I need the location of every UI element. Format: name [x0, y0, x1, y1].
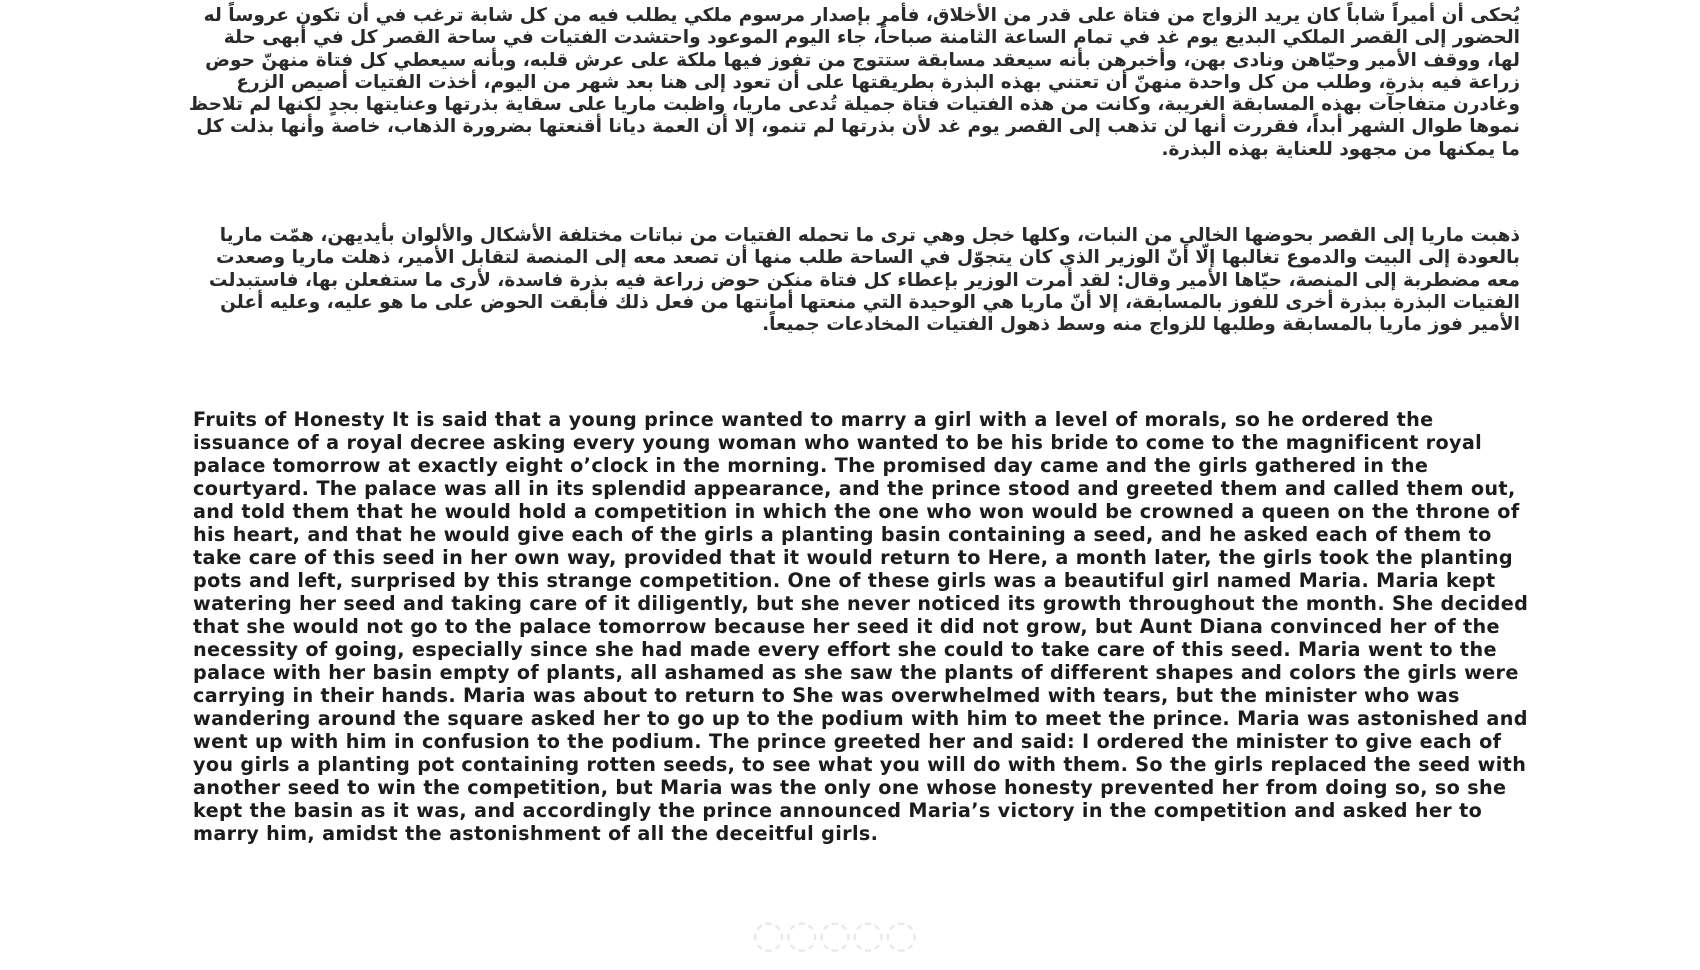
english-paragraph: Fruits of Honesty It is said that a young prince wanted to marry a girl with a level of morals, so he ordered the issuance of a royal decree asking every young woman who wanted to be his bride to come to the magnificent royal palace tomorrow at exactly eight o’clock in the morning. The promised day came and the girls gathered in the courtyard. The palace was all in its splendid appearance, and the prince stood and greeted them and called them out, and told them that he would hold a competition in which the one who won would be crowned a queen on the throne of his heart, and that he would give each of the girls a planting basin containing a seed, and he asked each of them to take care of this seed in her own way, provided that it would return to Here, a month later, the girls took the planting pots and left, surprised by this strange competition. One of these girls was a beautiful girl named Maria. Maria kept watering her seed and taking care of it diligently, but she never noticed its growth throughout the month. She decided that she would not go to the palace tomorrow because her seed it did not grow, but Aunt Diana convinced her of the necessity of going, especially since she had made every effort she could to take care of this seed. Maria went to the palace with her basin empty of plants, all ashamed as she saw the plants of different shapes and colors the girls were carrying in their hands. Maria was about to return to She was overwhelmed with tears, but the minister who was wandering around the square asked her to go up to the podium with him to meet the prince. Maria was astonished and went up with him in confusion to the podium. The prince greeted her and said: I ordered the minister to give each of you girls a planting pot containing rotten seeds, to see what you will do with them. So the girls replaced the seed with another seed to win the competition, but Maria was the only one whose honesty prevented her from doing so, so she kept the basin as it was, and accordingly the prince announced Maria’s victory in the competition and asked her to marry him, amidst the astonishment of all the deceitful girls.	[193, 408, 1529, 845]
arabic-paragraph-2: ذهبت ماريا إلى القصر بحوضها الخالي من النبات، وكلها خجل وهي ترى ما تحمله الفتيات من نباتات مختلفة الأشكال والألوان بأيديهن، همّت ماريا بالعودة إلى البيت والدموع تغالبها إلّا أنّ الوزير الذي كان يتجوّل في الساحة طلب منها أن تصعد معه إلى المنصة لتقابل الأمير، ذهلت ماريا وصعدت معه مضطربة إلى المنصة، حيّاها الأمير وقال: لقد أمرت الوزير بإعطاء كل فتاة منكن حوض زراعة فيه بذرة فاسدة، لأرى ما ستفعلن بها، فاستبدلت الفتيات البذرة ببذرة أخرى للفوز بالمسابقة، إلا أنّ ماريا هي الوحيدة التي منعتها أمانتها من فعل ذلك فأبقت الحوض على ما هو عليه، وعليه أعلن الأمير فوز ماريا بالمسابقة وطلبها للزواج منه وسط ذهول الفتيات المخادعات جميعاً.	[208, 225, 1520, 336]
arabic-paragraph-1: يُحكى أن أميراً شاباً كان يريد الزواج من فتاة على قدر من الأخلاق، فأمر بإصدار مرسوم ملكي يطلب فيه من كل شابة ترغب في أن تكون عروساً له الحضور إلى القصر الملكي البديع يوم غد في تمام الساعة الثامنة صباحاً، جاء اليوم الموعود واحتشدت الفتيات في ساحة القصر كل في أبهى حلة لها، ووقف الأمير وحيّاهن ونادى بهن، وأخبرهن بأنه سيعقد مسابقة ستتوج من تفوز فيها ملكة على عرش قلبه، وبأنه سيعطي كل فتاة منهنّ حوض زراعة فيه بذرة، وطلب من كل واحدة منهنّ أن تعتني بهذه البذرة بطريقتها على أن تعود إلى هنا بعد شهر من اليوم، أخذت الفتيات أصيص الزرع وغادرن متفاجآت بهذه المسابقة الغريبة، وكانت من هذه الفتيات فتاة جميلة تُدعى ماريا، واظبت ماريا على سقاية بذرتها وعنايتها بجدٍ لكنها لم تلاحظ نموها طوال الشهر أبداً، فقررت أنها لن تذهب إلى القصر يوم غد لأن بذرتها لم تنمو، إلا أن العمة ديانا أقنعتها بضرورة الذهاب، خاصة وأنها بذلت كل ما يمكنها من مجهود للعناية بهذه البذرة.	[188, 5, 1520, 160]
faint-watermark-mark: ◌◌◌◌◌	[752, 912, 918, 956]
